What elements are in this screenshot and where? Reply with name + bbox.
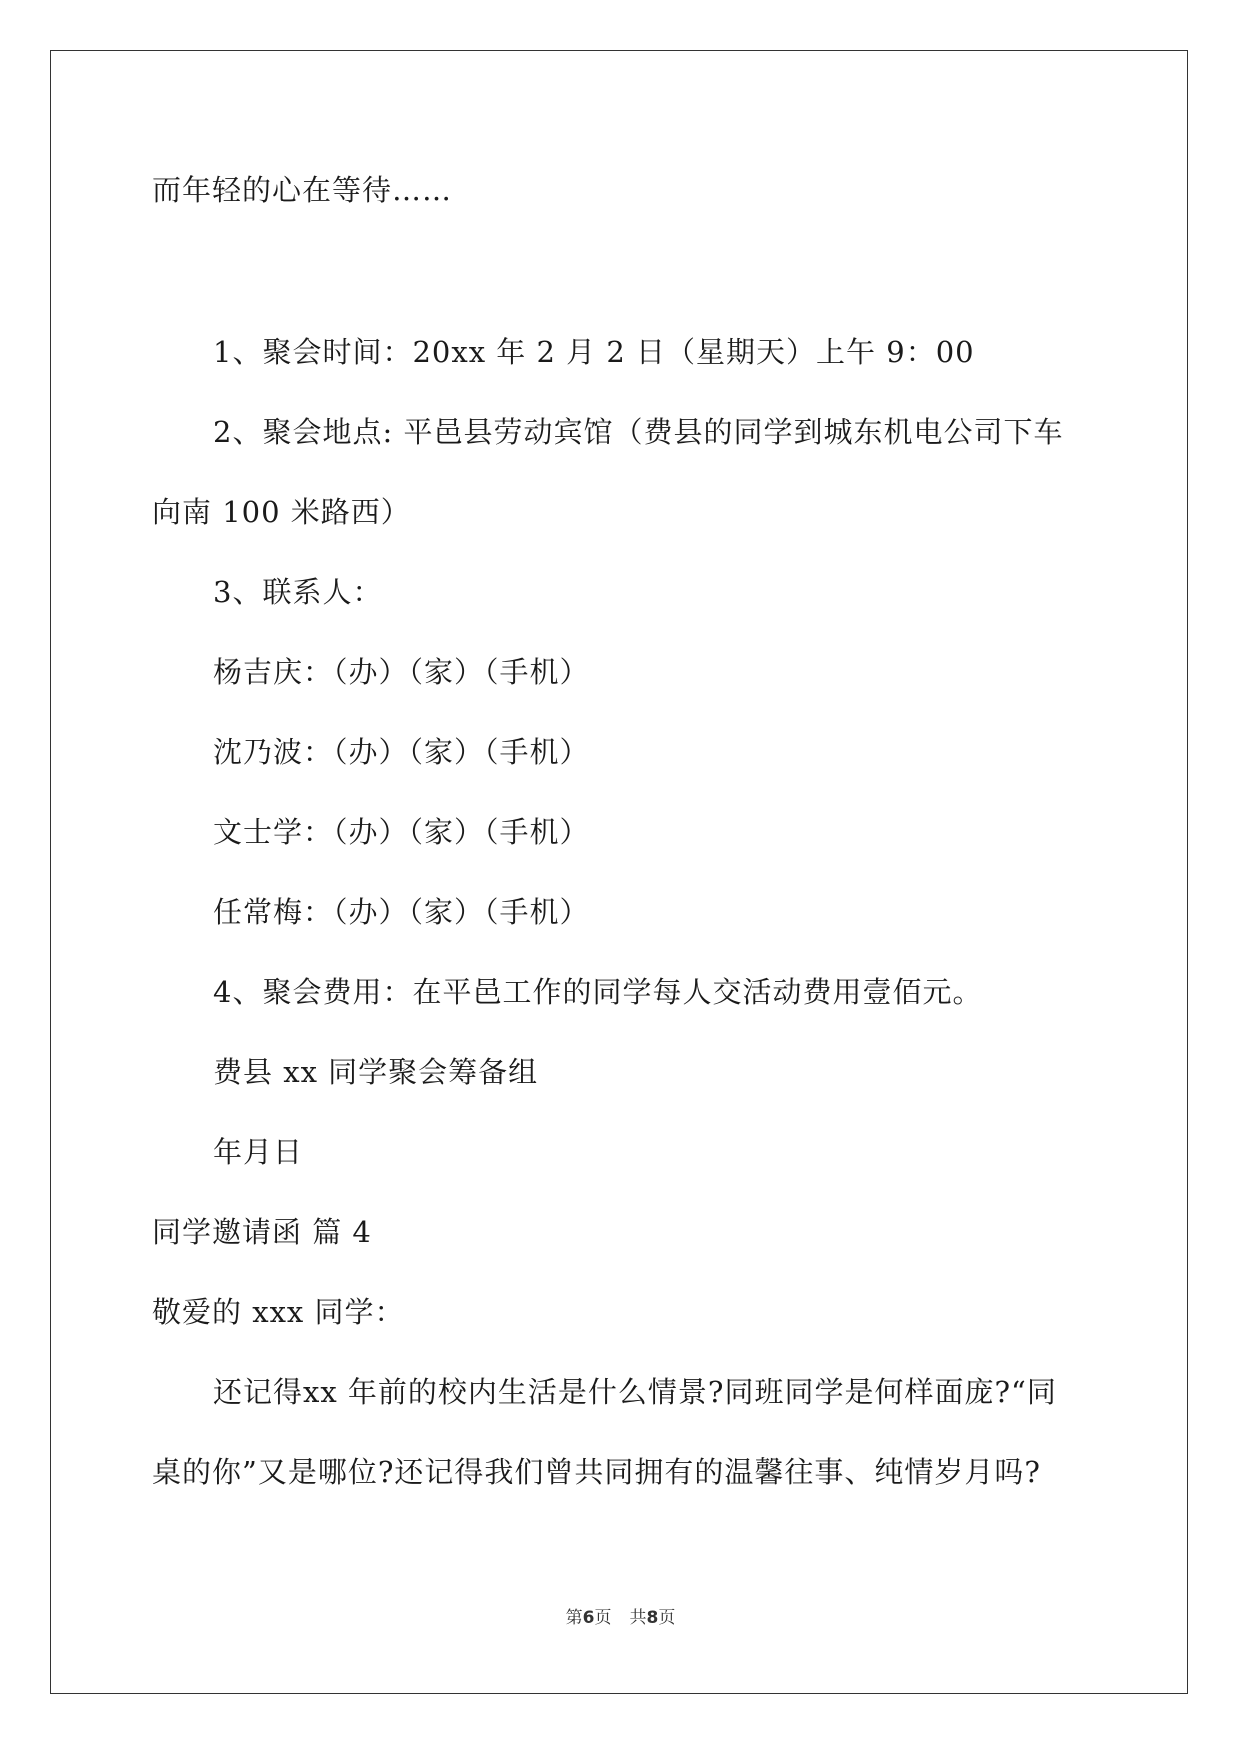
contacts-heading: 3、联系人：	[213, 575, 383, 609]
total-pages: 8	[646, 1608, 659, 1628]
contact-line: 任常梅：（办）（家）（手机）	[213, 895, 590, 929]
meeting-location-line: 2、聚会地点: 平邑县劳动宾馆（费县的同学到城东机电公司下车	[213, 415, 1064, 449]
meeting-fee-line: 4、聚会费用：在平邑工作的同学每人交活动费用壹佰元。	[213, 975, 983, 1009]
text-line: 而年轻的心在等待……	[152, 173, 453, 207]
section-title: 同学邀请函 篇 4	[152, 1215, 372, 1249]
paragraph-line: 还记得xx 年前的校内生活是什么情景?同班同学是何样面庞?“同	[213, 1375, 1057, 1409]
date-line: 年月日	[213, 1135, 304, 1169]
total-prefix: 共	[629, 1608, 647, 1628]
paragraph-line: 桌的你”又是哪位?还记得我们曾共同拥有的温馨往事、纯情岁月吗?	[152, 1455, 1041, 1489]
page-border	[50, 50, 1188, 1694]
page-suffix: 页	[594, 1608, 612, 1628]
page-footer	[0, 1606, 1241, 1630]
organizer-signature: 费县 xx 同学聚会筹备组	[213, 1055, 539, 1089]
contact-line: 沈乃波：（办）（家）（手机）	[213, 735, 590, 769]
salutation: 敬爱的 xxx 同学：	[152, 1295, 405, 1329]
page-number: 6	[582, 1608, 595, 1628]
total-suffix: 页	[658, 1608, 676, 1628]
page-prefix: 第	[565, 1608, 583, 1628]
contact-line: 杨吉庆：（办）（家）（手机）	[213, 655, 590, 689]
meeting-location-continued: 向南 100 米路西）	[152, 495, 411, 529]
meeting-time-line: 1、聚会时间：20xx 年 2 月 2 日（星期天）上午 9：00	[213, 335, 975, 369]
contact-line: 文士学：（办）（家）（手机）	[213, 815, 590, 849]
